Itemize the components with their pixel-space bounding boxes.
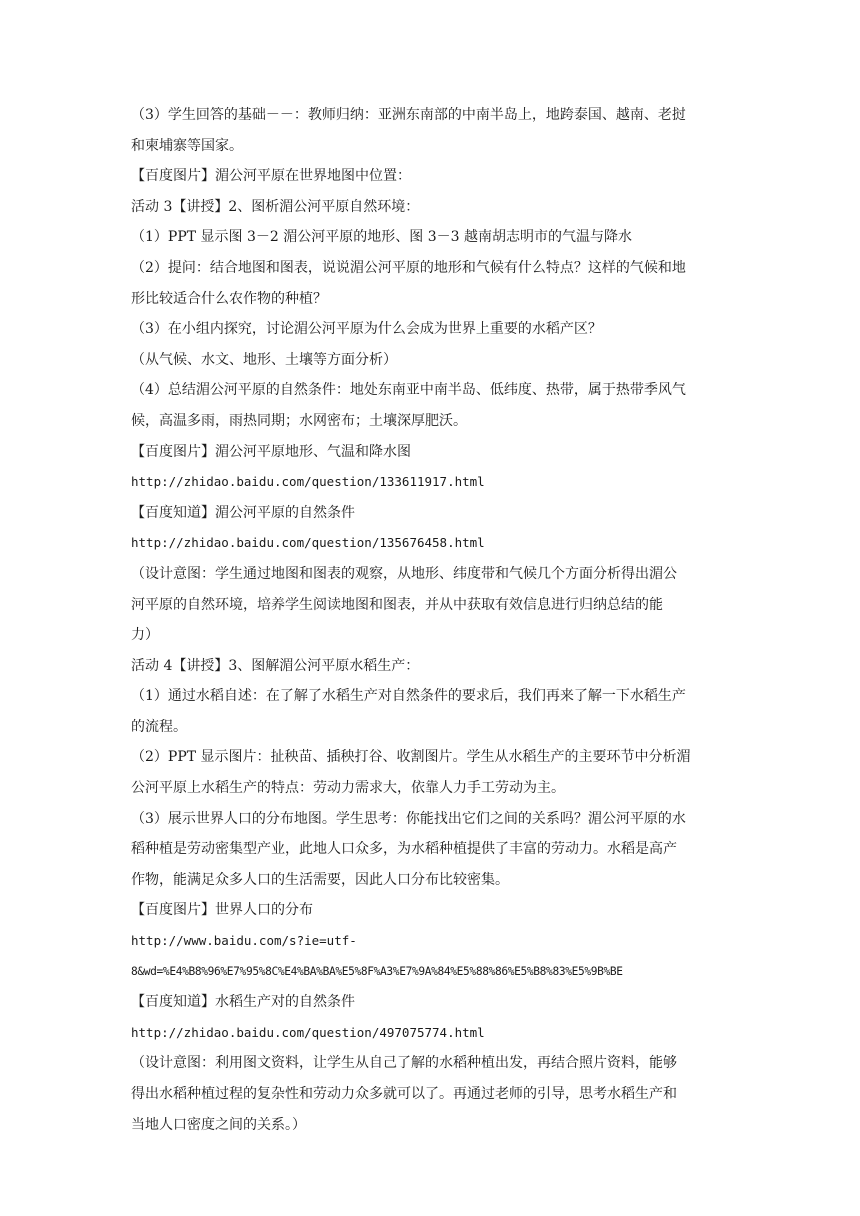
text-line: 稻种植是劳动密集型产业，此地人口众多，为水稻种植提供了丰富的劳动力。水稻是高产: [131, 841, 677, 858]
url-line: http://zhidao.baidu.com/question/133611917.html: [131, 474, 485, 490]
text-line: （1）通过水稻自述：在了解了水稻生产对自然条件的要求后，我们再来了解一下水稻生产: [131, 688, 686, 705]
text-line: （1）PPT 显示图 3－2 湄公河平原的地形、图 3－3 越南胡志明市的气温与降水: [131, 229, 632, 246]
text-line: 公河平原上水稻生产的特点：劳动力需求大，依靠人力手工劳动为主。: [131, 780, 565, 797]
text-line: 【百度知道】水稻生产对的自然条件: [131, 994, 355, 1011]
text-line: 当地人口密度之间的关系。）: [131, 1116, 306, 1133]
text-line: 活动 4【讲授】3、图解湄公河平原水稻生产：: [131, 657, 420, 674]
text-line: 和柬埔寨等国家。: [131, 137, 243, 154]
text-line: 河平原的自然环境，培养学生阅读地图和图表，并从中获取有效信息进行归纳总结的能: [131, 596, 663, 613]
text-line: 的流程。: [131, 718, 187, 735]
text-line: （2）提问：结合地图和图表，说说湄公河平原的地形和气候有什么特点？这样的气候和地: [131, 259, 686, 276]
text-line: （3）学生回答的基础－－：教师归纳：亚洲东南部的中南半岛上，地跨泰国、越南、老挝: [131, 107, 686, 123]
text-line: （3）在小组内探究，讨论湄公河平原为什么会成为世界上重要的水稻产区？: [131, 321, 602, 338]
text-line: （设计意图：学生通过地图和图表的观察，从地形、纬度带和气候几个方面分析得出湄公: [131, 565, 677, 582]
text-line: 【百度图片】湄公河平原地形、气温和降水图: [131, 443, 411, 460]
text-line: 候，高温多雨，雨热同期；水网密布；土壤深厚肥沃。: [131, 412, 467, 429]
text-line: （从气候、水文、地形、土壤等方面分析）: [131, 351, 397, 368]
text-line: （3）展示世界人口的分布地图。学生思考：你能找出它们之间的关系吗？湄公河平原的水: [131, 810, 686, 827]
url-line: http://zhidao.baidu.com/question/135676458.html: [131, 535, 485, 551]
text-line: （2）PPT 显示图片：扯秧苗、插秧打谷、收割图片。学生从水稻生产的主要环节中分析湄: [131, 749, 691, 766]
document-body: [131, 100, 731, 1140]
text-line: 活动 3【讲授】2、图析湄公河平原自然环境：: [131, 198, 420, 215]
text-line: （设计意图：利用图文资料，让学生从自己了解的水稻种植出发，再结合照片资料，能够: [131, 1055, 677, 1072]
text-line: 【百度图片】湄公河平原在世界地图中位置：: [131, 168, 411, 185]
url-line: 8&wd=%E4%B8%96%E7%95%8C%E4%BA%BA%E5%8F%A3%E7%9A%84%E5%88%86%E5%B8%83%E5%9B%BE: [131, 964, 623, 978]
text-line: 得出水稻种植过程的复杂性和劳动力众多就可以了。再通过老师的引导，思考水稻生产和: [131, 1086, 677, 1102]
text-line: 形比较适合什么农作物的种植？: [131, 290, 327, 307]
text-line: 【百度图片】世界人口的分布: [131, 902, 313, 919]
url-line: http://zhidao.baidu.com/question/497075774.html: [131, 1024, 485, 1040]
text-line: （4）总结湄公河平原的自然条件：地处东南亚中南半岛、低纬度、热带，属于热带季风气: [131, 382, 686, 399]
text-line: 作物，能满足众多人口的生活需要，因此人口分布比较密集。: [131, 871, 509, 888]
url-line: http://www.baidu.com/s?ie=utf-: [131, 933, 357, 949]
text-line: 【百度知道】湄公河平原的自然条件: [131, 504, 355, 521]
text-line: 力）: [131, 627, 159, 644]
